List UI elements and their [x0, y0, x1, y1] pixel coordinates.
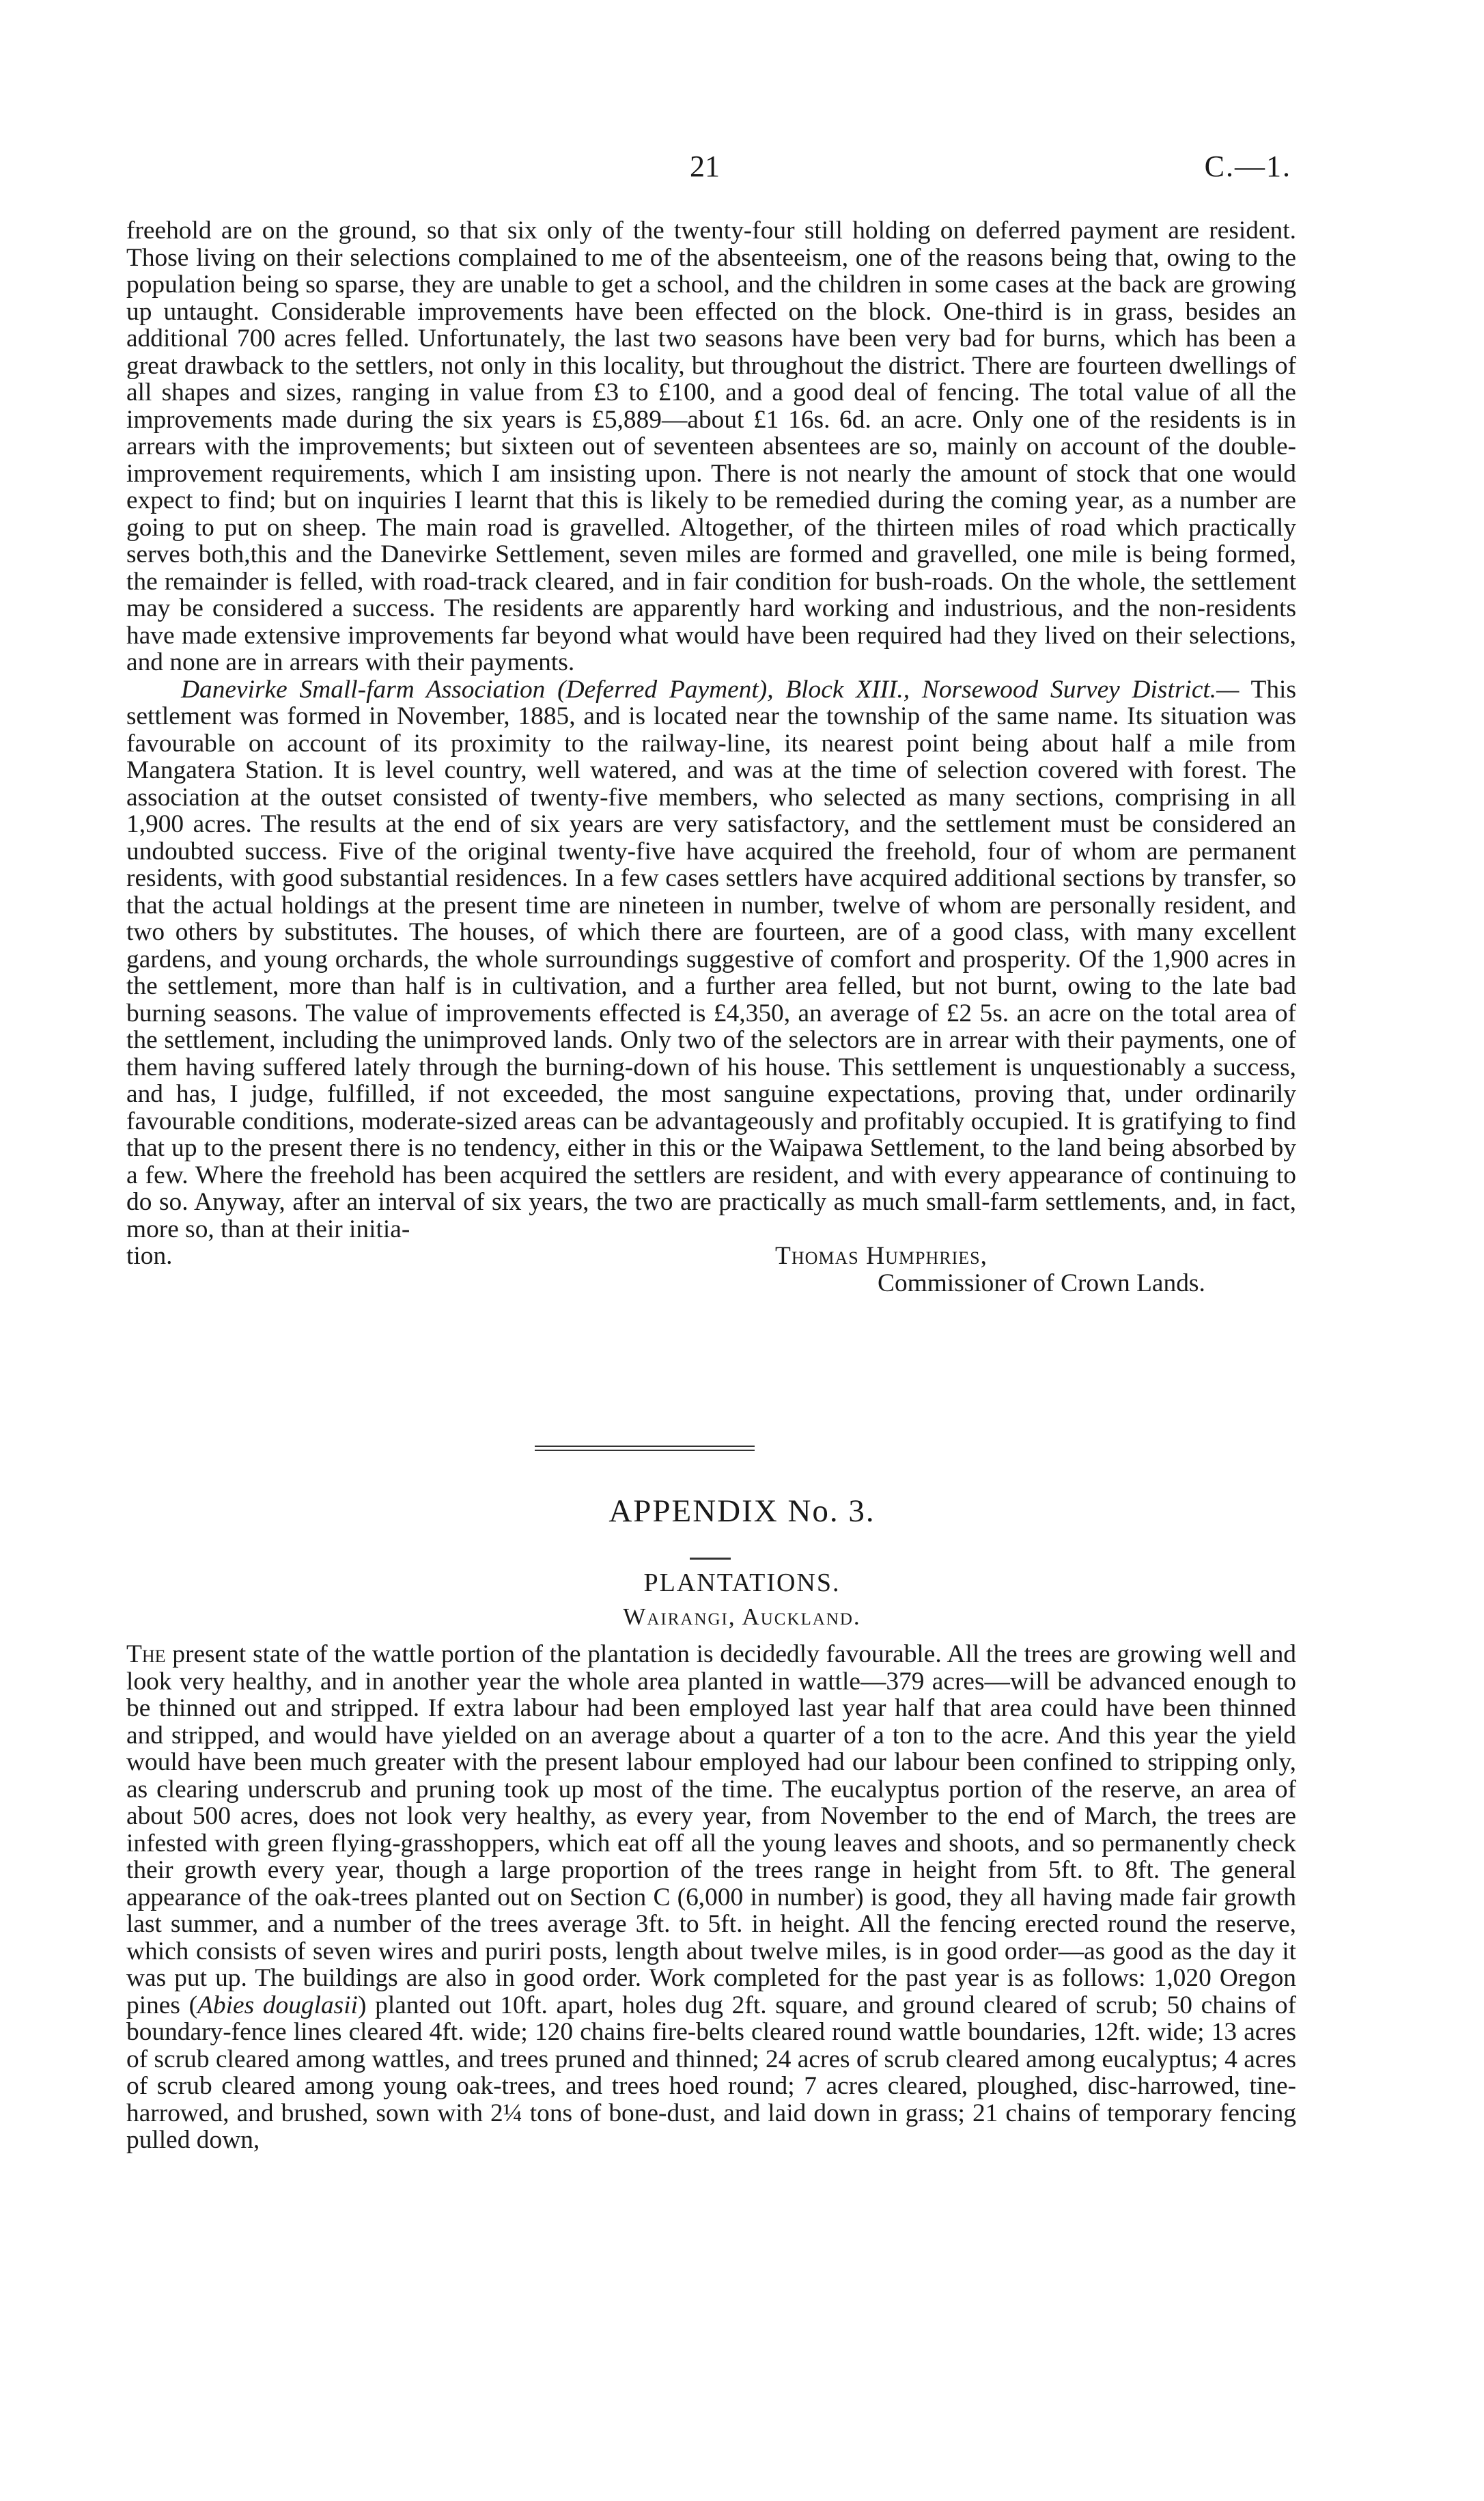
paragraph-freehold: freehold are on the ground, so that six only of the twenty-four still holding on deferred payment are resident. Those living on their selections complained to me of the absenteeism, one of the reasons being that, owing to the population being so sparse, they are unable to get a school, and the children in some cases at the back are growing up untaught. Considerable improvements have been effected on the block. One-third is in grass, besides an additional 700 acres felled. Unfortunately, the last two seasons have been very bad for burns, which has been a great drawback to the settlers, not only in this locality, but throughout the district. There are fourteen dwellings of all shapes and sizes, ranging in value from £3 to £100, and a good deal of fencing. The total value of all the improvements made during the six years is £5,889—about £1 16s. 6d. an acre. Only one of the residents is in arrears with the improvements; but sixteen out of seventeen absentees are so, mainly on account of the double-improvement requirements, which I am insisting upon. There is not nearly the amount of stock that one would expect to find; but on inquiries I learnt that this is likely to be remedied during the coming year, as a number are going to put on sheep. The main road is gravelled. Altogether, of the thirteen miles of road which practically serves both,this and the Danevirke Settlement, seven miles are formed and gravelled, one mile is being formed, the remainder is felled, with road-track cleared, and in fair condition for bush-roads. On the whole, the settlement may be considered a success. The residents are apparently hard working and industrious, and the non-residents have made extensive improvements far beyond what would have been required had they lived on their selections, and none are in arrears with their payments. [126, 217, 1296, 676]
wairangi-text-2: ) planted out 10ft. apart, holes dug 2ft. square, and ground cleared of scrub; 50 chains of boundary-fence lines cleared 4ft. wide; 120 chains fire-belts cleared round wattle boundaries, 12ft. wide; 13 acres of scrub cleared among wattles, and trees pruned and thinned; 24 acres of scrub cleared among eucalyptus; 4 acres of scrub cleared among young oak-trees, and trees hoed round; 7 acres cleared, ploughed, disc-harrowed, tine-harrowed, and brushed, sown with 2¼ tons of bone-dust, and laid down in grass; 21 chains of temporary fencing pulled down, [126, 1991, 1296, 2154]
appendix-place: Wairangi, Auckland. [623, 1603, 861, 1630]
section-body [126, 217, 1296, 1297]
appendix-title: APPENDIX No. 3. [608, 1493, 876, 1529]
document-reference: C.—1. [1204, 150, 1291, 183]
title-rule [690, 1558, 731, 1560]
paragraph-wairangi [126, 1641, 1296, 2154]
signature-title: Commissioner of Crown Lands. [878, 1269, 1205, 1297]
danevirke-heading: Danevirke Small-farm Association (Deferred Payment), Block XIII., Norsewood Survey District.— [181, 675, 1240, 704]
signature-name: Thomas Humphries, [775, 1242, 988, 1270]
wairangi-text-1: present state of the wattle portion of the plantation is decidedly favourable. All the trees are growing well and look very healthy, and in another year the whole area planted in wattle—379 acres—will be advanced enough to be thinned out and stripped. If extra labour had been employed last year half that area could have been thinned and stripped, and would have yielded on an average about a quarter of a ton to the acre. And this year the yield would have been much greater with the present labour employed had our labour been confined to stripping only, as clearing underscrub and pruning took up most of the time. The eucalyptus portion of the reserve, an area of about 500 acres, does not look very healthy, as every year, from November to the end of March, the trees are infested with green flying-grasshoppers, which eat off all the young leaves and shoots, and so permanently check their growth every year, though a large proportion of the trees range in height from 5ft. to 8ft. The general appearance of the oak-trees planted out on Section C (6,000 in number) is good, they all having made fair growth last summer, and a number of the trees average 3ft. to 5ft. in height. All the fencing erected round the reserve, which consists of seven wires and puriri posts, length about twelve miles, is in good order—as good as the day it was put up. The buildings are also in good order. Work completed for the past year is as follows: 1,020 Oregon pines ( [126, 1640, 1296, 2019]
page-header [0, 149, 1484, 197]
appendix-body [126, 1641, 1296, 2154]
page-number: 21 [690, 150, 720, 183]
lead-word: The [126, 1640, 166, 1668]
appendix-subtitle: PLANTATIONS. [643, 1569, 841, 1597]
section-divider [535, 1446, 755, 1452]
paragraph-end: tion. [126, 1242, 173, 1270]
paragraph-danevirke [126, 676, 1296, 1243]
species-name: Abies douglasii [197, 1991, 358, 2019]
danevirke-body: This settlement was formed in November, 1885, and is located near the township of the same name. Its situation was favourable on account of its proximity to the railway-line, its nearest point being about half a mile from Mangatera Station. It is level country, well watered, and was at the time of selection covered with forest. The association at the outset consisted of twenty-five members, who selected as many sections, comprising in all 1,900 acres. The results at the end of six years are very satisfactory, and the settlement must be considered an undoubted success. Five of the original twenty-five have acquired the freehold, four of whom are permanent residents, with good substantial residences. In a few cases settlers have acquired additional sections by transfer, so that the actual holdings at the present time are nineteen in number, twelve of whom are personally resident, and two others by substitutes. The houses, of which there are fourteen, are of a good class, with many excellent gardens, and young orchards, the whole surroundings suggestive of comfort and prosperity. Of the 1,900 acres in the settlement, more than half is in cultivation, and a further area felled, but not burnt, owing to the late bad burning seasons. The value of improvements effected is £4,350, an average of £2 5s. an acre on the total area of the settlement, including the unimproved lands. Only two of the selectors are in arrear with their payments, one of them having suffered lately through the burning-down of his house. This settlement is unquestionably a success, and has, I judge, fulfilled, if not exceeded, the most sanguine expectations, proving that, under ordinarily favourable conditions, moderate-sized areas can be advantageously and profitably occupied. It is gratifying to find that up to the present there is no tendency, either in this or the Waipawa Settlement, to the land being absorbed by a few. Where the freehold has been acquired the settlers are resident, and with every appearance of continuing to do so. Anyway, after an interval of six years, the two are practically as much small-farm settlements, and, in fact, more so, than at their initia- [126, 675, 1296, 1243]
signature-block [126, 1243, 1296, 1297]
